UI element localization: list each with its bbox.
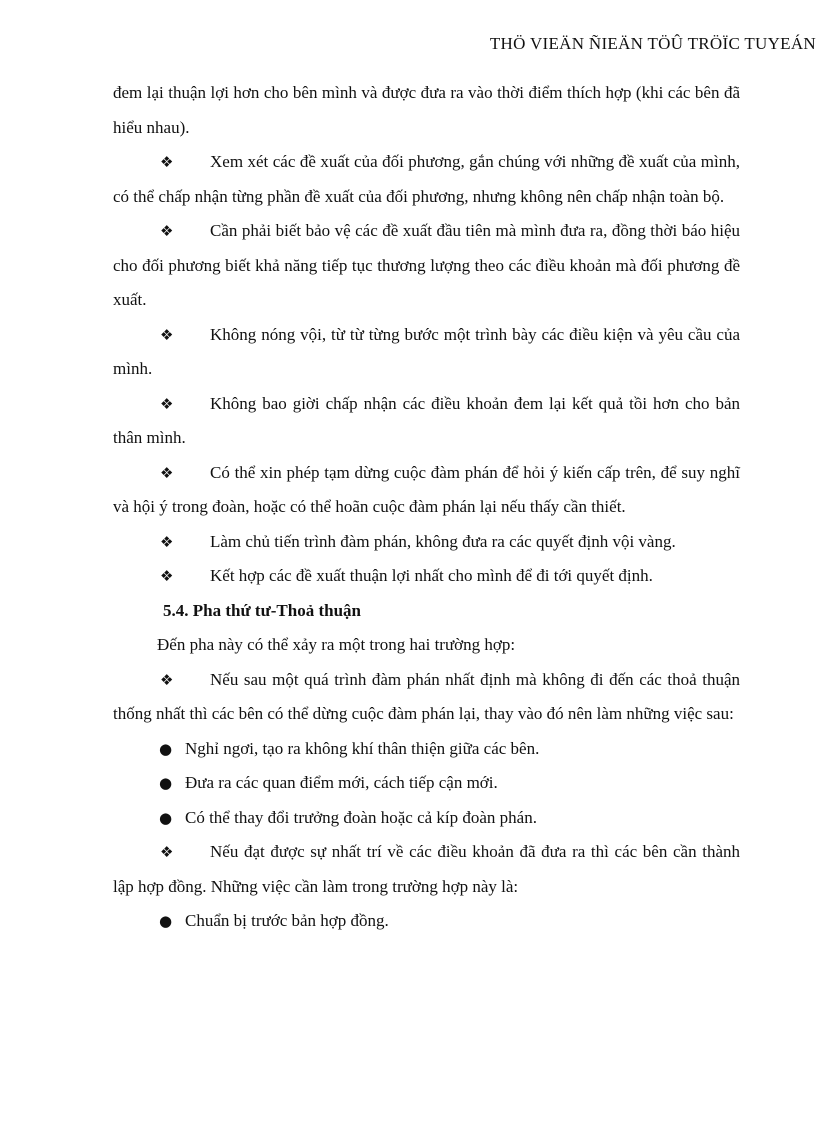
list-item — [113, 559, 740, 594]
diamond-bullet-icon: ❖ — [160, 670, 174, 689]
intro-paragraph: Đến pha này có thể xảy ra một trong hai trường hợp: — [157, 635, 516, 654]
bullet-item — [113, 904, 740, 939]
bullet-item — [113, 766, 740, 801]
list-item — [113, 387, 740, 456]
list-item-text: Không bao giời chấp nhận các điều khoản đem lại kết quả tồi hơn cho bản thân mình. — [113, 393, 740, 447]
diamond-bullet-icon: ❖ — [160, 222, 174, 240]
bullet-item — [113, 801, 740, 836]
list-item-text: Xem xét các đề xuất của đối phương, gắn chúng với những đề xuất của mình, có thể chấp nhận từng phần đề xuất của đối phương, nhưng không nên chấp nhận toàn bộ. — [113, 152, 740, 206]
bullet-item-text: Chuẩn bị trước bản hợp đồng. — [185, 911, 389, 930]
bullet-dot-icon: ● — [159, 739, 173, 758]
diamond-bullet-icon: ❖ — [160, 325, 174, 344]
page-header: THÖ VIEÄN ÑIEÄN TÖÛ TRÖÏC TUYEÁN — [489, 34, 816, 53]
bullet-item-text: Nghỉ ngơi, tạo ra không khí thân thiện giữa các bên. — [185, 738, 540, 758]
bullet-item-text: Đưa ra các quan điểm mới, cách tiếp cận mới. — [185, 773, 498, 792]
list-item — [113, 525, 740, 560]
bullet-item-text: Có thể thay đổi trưởng đoàn hoặc cả kíp đoàn phán. — [185, 807, 537, 827]
diamond-bullet-icon: ❖ — [160, 394, 174, 413]
bullet-dot-icon: ● — [159, 912, 173, 930]
diamond-bullet-icon: ❖ — [160, 567, 174, 585]
diamond-bullet-icon: ❖ — [160, 463, 174, 482]
bullet-dot-icon: ● — [159, 808, 173, 827]
list-item-text: Không nóng vội, từ từ từng bước một trình bày các điều kiện và yêu cầu của mình. — [113, 324, 740, 378]
list-item — [113, 456, 740, 525]
list-item — [113, 214, 740, 318]
list-item-text: Cần phải biết bảo vệ các đề xuất đầu tiên mà mình đưa ra, đồng thời báo hiệu cho đối phương biết khả năng tiếp tục thương lượng theo các điều khoản mà đối phương đề xuất. — [113, 221, 740, 309]
case-item — [113, 835, 740, 904]
list-item-text: Làm chủ tiến trình đàm phán, không đưa ra các quyết định vội vàng. — [210, 531, 676, 551]
diamond-bullet-icon: ❖ — [160, 153, 174, 171]
continuation-paragraph: đem lại thuận lợi hơn cho bên mình và được đưa ra vào thời điểm thích hợp (khi các bên đã hiểu nhau). — [113, 83, 740, 137]
bullet-item — [113, 732, 740, 767]
list-item — [113, 318, 740, 387]
diamond-bullet-icon: ❖ — [160, 532, 174, 551]
list-item-text: Có thể xin phép tạm dừng cuộc đàm phán để hỏi ý kiến cấp trên, để suy nghĩ và hội ý trong đoàn, hoặc có thể hoãn cuộc đàm phán lại nếu thấy cần thiết. — [113, 462, 740, 516]
case-item — [113, 663, 740, 732]
document-body — [113, 76, 740, 939]
case-item-text: Nếu sau một quá trình đàm phán nhất định mà không đi đến các thoả thuận thống nhất thì các bên có thể dừng cuộc đàm phán lại, thay vào đó nên làm những việc sau: — [113, 669, 740, 723]
bullet-dot-icon: ● — [159, 774, 173, 792]
list-item — [113, 145, 740, 214]
list-item-text: Kết hợp các đề xuất thuận lợi nhất cho mình để đi tới quyết định. — [210, 566, 653, 585]
diamond-bullet-icon: ❖ — [160, 843, 174, 861]
section-heading: 5.4. Pha thứ tư-Thoả thuận — [163, 600, 361, 620]
case-item-text: Nếu đạt được sự nhất trí về các điều khoản đã đưa ra thì các bên cần thành lập hợp đồng. Những việc cần làm trong trường hợp này là: — [113, 842, 740, 896]
